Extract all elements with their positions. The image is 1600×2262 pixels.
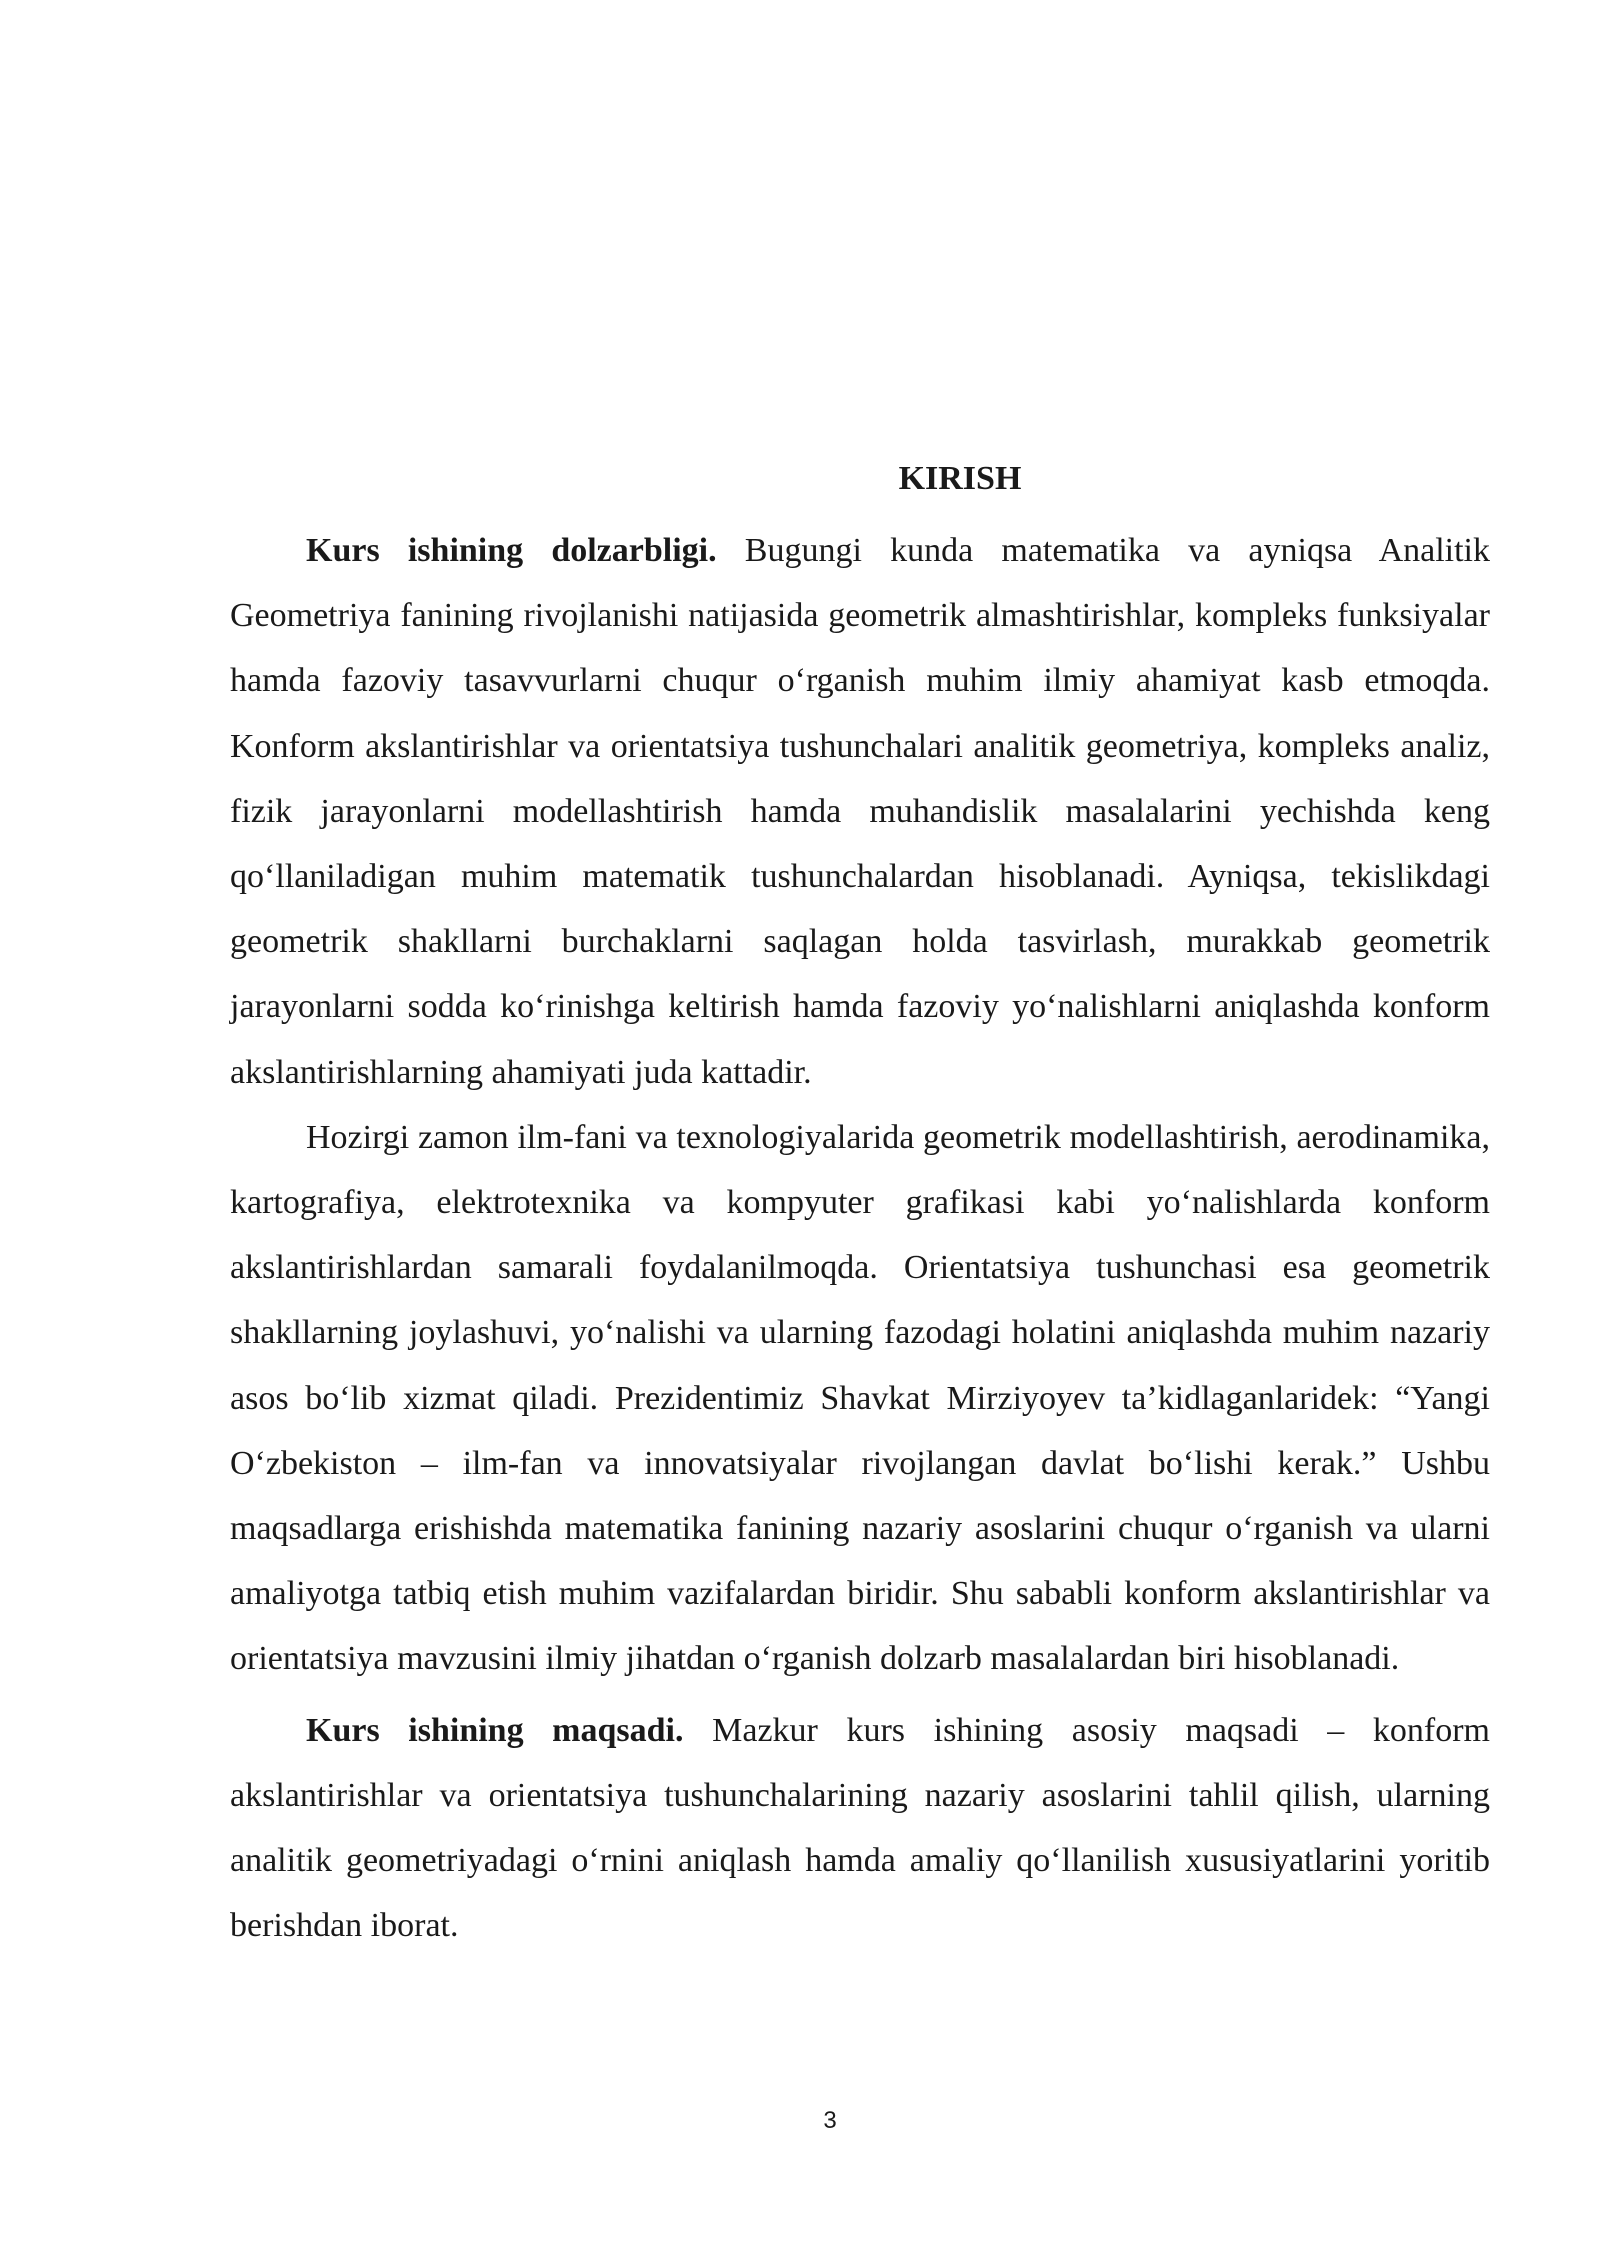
- paragraph-lead: Kurs ishining dolzarbligi.: [306, 532, 717, 569]
- paragraph-text: Hozirgi zamon ilm-fani va texnologiyalarida geometrik modellashtirish, aerodinamika, kartografiya, elektrotexnika va kompyuter grafikasi kabi yo‘nalishlarda konform akslantirishlardan samarali foydalanilmoqda. Orientatsiya tushunchasi esa geometrik shakllarning joylashuvi, yo‘nalishi va ularning fazodagi holatini aniqlashda muhim nazariy asos bo‘lib xizmat qiladi. Prezidentimiz Shavkat Mirziyoyev ta’kidlaganlaridek: “Yangi O‘zbekiston – ilm-fan va innovatsiyalar rivojlangan davlat bo‘lishi kerak.” Ushbu maqsadlarga erishishda matematika fanining nazariy asoslarini chuqur o‘rganish va ularni amaliyotga tatbiq etish muhim vazifalardan biridir. Shu sababli konform akslantirishlar va orientatsiya mavzusini ilmiy jihatdan o‘rganish dolzarb masalalardan biri hisoblanadi.: [230, 1118, 1490, 1678]
- paragraph-lead: Kurs ishining maqsadi.: [306, 1711, 684, 1749]
- paragraph-goal: [230, 1698, 1490, 1959]
- paragraph-text: Bugungi kunda matematika va ayniqsa Analitik Geometriya fanining rivojlanishi natijasida geometrik almashtirishlar, kompleks funksiyalar hamda fazoviy tasavvurlarni chuqur o‘rganish muhim ilmiy ahamiyat kasb etmoqda. Konform akslantirishlar va orientatsiya tushunchalari analitik geometriya, kompleks analiz, fizik jarayonlarni modellashtirish hamda muhandislik masalalarini yechishda keng qo‘llaniladigan muhim matematik tushunchalardan hisoblanadi. Ayniqsa, tekislikdagi geometrik shakllarni burchaklarni saqlagan holda tasvirlash, murakkab geometrik jarayonlarni sodda ko‘rinishga keltirish hamda fazoviy yo‘nalishlarni aniqlashda konform akslantirishlarning ahamiyati juda kattadir.: [230, 532, 1490, 1091]
- page-number: 3: [823, 2107, 837, 2134]
- section-heading: KIRISH: [898, 460, 1022, 497]
- page-content: [230, 454, 1490, 1958]
- paragraph-context: [230, 1105, 1490, 1692]
- paragraph-text: Mazkur kurs ishining asosiy maqsadi – konform akslantirishlar va orientatsiya tushunchalarining nazariy asoslarini tahlil qilish, ularning analitik geometriyadagi o‘rnini aniqlash hamda amaliy qo‘llanilish xususiyatlarini yoritib berishdan iborat.: [230, 1711, 1491, 1945]
- paragraph-relevance: [230, 518, 1490, 1105]
